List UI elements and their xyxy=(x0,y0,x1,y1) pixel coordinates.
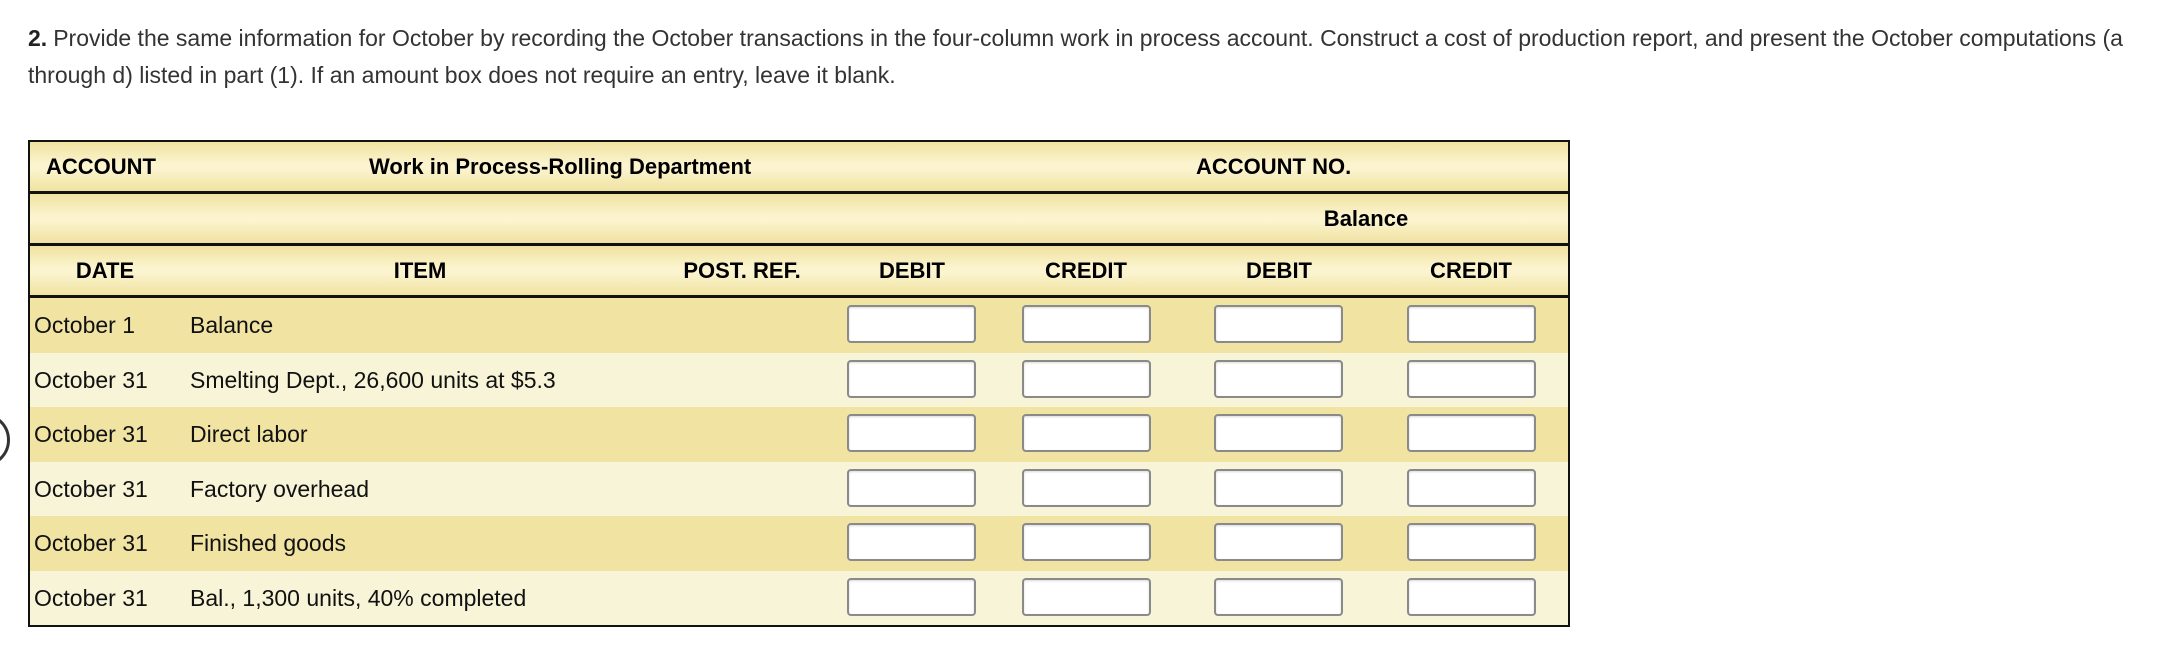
debit-input[interactable] xyxy=(847,469,976,507)
debit-input[interactable] xyxy=(847,523,976,561)
balance-debit-input[interactable] xyxy=(1214,578,1343,616)
account-no-label: ACCOUNT NO. xyxy=(1196,154,1352,179)
col-date: DATE xyxy=(75,258,135,283)
col-balance-credit: CREDIT xyxy=(1430,258,1512,283)
table-row xyxy=(30,407,1568,462)
credit-input[interactable] xyxy=(1022,305,1151,343)
account-label: ACCOUNT xyxy=(46,154,156,179)
balance-credit-input[interactable] xyxy=(1407,469,1536,507)
balance-header-row xyxy=(30,194,1568,246)
credit-input[interactable] xyxy=(1022,360,1151,398)
credit-input[interactable] xyxy=(1022,469,1151,507)
column-header-row xyxy=(30,246,1568,298)
balance-credit-input[interactable] xyxy=(1407,414,1536,452)
credit-input[interactable] xyxy=(1022,414,1151,452)
row-item: Direct labor xyxy=(190,421,308,447)
table-row xyxy=(30,571,1568,626)
row-date: October 31 xyxy=(34,366,148,393)
circle-icon xyxy=(0,413,10,467)
ledger-table xyxy=(28,140,1570,627)
balance-debit-input[interactable] xyxy=(1214,360,1343,398)
balance-debit-input[interactable] xyxy=(1214,523,1343,561)
balance-debit-input[interactable] xyxy=(1214,414,1343,452)
debit-input[interactable] xyxy=(847,360,976,398)
row-date: October 31 xyxy=(34,584,148,611)
balance-label: Balance xyxy=(1323,206,1409,231)
row-date: October 31 xyxy=(34,530,148,556)
row-item: Balance xyxy=(190,312,274,338)
col-debit: DEBIT xyxy=(879,258,945,283)
row-item: Smelting Dept., 26,600 units at $5.3 xyxy=(190,366,556,393)
col-credit: CREDIT xyxy=(1045,258,1127,283)
table-row xyxy=(30,462,1568,517)
account-name: Work in Process-Rolling Department xyxy=(369,154,752,179)
row-date: October 1 xyxy=(34,312,135,338)
account-header-row xyxy=(30,142,1568,194)
question-text: Provide the same information for October by recording the October transactions in the four-column work in process account. Construct a cost of production report, and present the October computations (a through d) listed in part (1). If an amount box does not require an entry, leave it blank. xyxy=(28,25,2123,88)
instructions xyxy=(28,20,2158,94)
row-item: Bal., 1,300 units, 40% completed xyxy=(190,584,527,611)
balance-credit-input[interactable] xyxy=(1407,578,1536,616)
credit-input[interactable] xyxy=(1022,578,1151,616)
debit-input[interactable] xyxy=(847,414,976,452)
col-item: ITEM xyxy=(393,258,447,283)
row-item: Factory overhead xyxy=(190,475,369,502)
row-item: Finished goods xyxy=(190,530,346,556)
balance-credit-input[interactable] xyxy=(1407,523,1536,561)
row-date: October 31 xyxy=(34,475,148,502)
col-balance-debit: DEBIT xyxy=(1246,258,1312,283)
balance-debit-input[interactable] xyxy=(1214,305,1343,343)
question-number: 2. xyxy=(28,25,48,51)
balance-debit-input[interactable] xyxy=(1214,469,1343,507)
balance-credit-input[interactable] xyxy=(1407,360,1536,398)
table-row xyxy=(30,353,1568,408)
col-post-ref: POST. REF. xyxy=(683,258,801,283)
credit-input[interactable] xyxy=(1022,523,1151,561)
balance-credit-input[interactable] xyxy=(1407,305,1536,343)
table-row xyxy=(30,298,1568,353)
row-date: October 31 xyxy=(34,421,148,447)
debit-input[interactable] xyxy=(847,578,976,616)
table-row xyxy=(30,516,1568,571)
debit-input[interactable] xyxy=(847,305,976,343)
